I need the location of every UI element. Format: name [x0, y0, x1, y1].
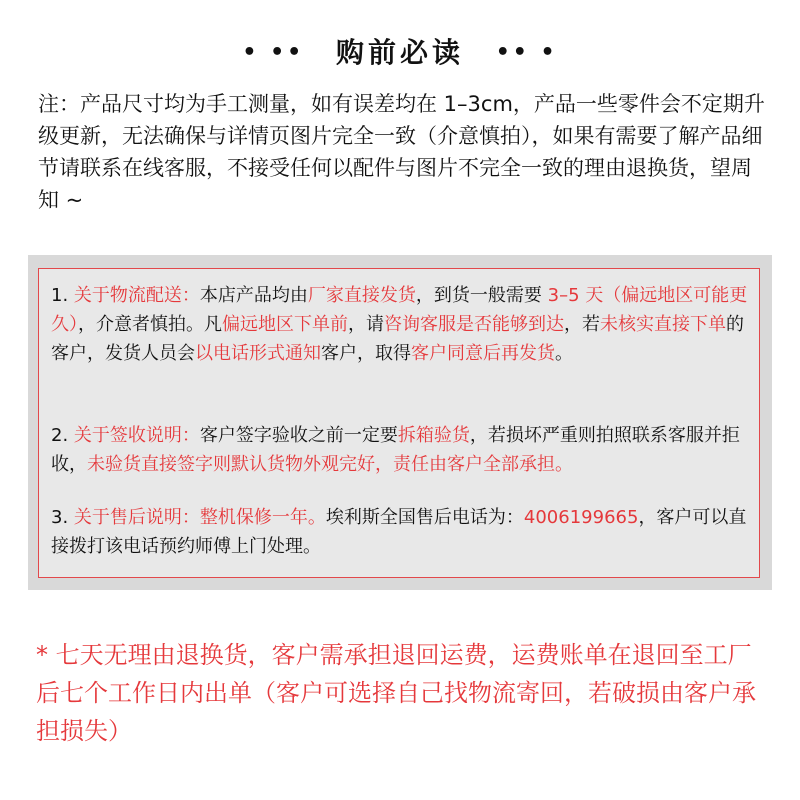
highlight-text: 拆箱验货	[397, 425, 470, 446]
notice-item-logistics	[51, 281, 751, 368]
highlight-text: 4006199665	[523, 507, 639, 528]
page-title	[0, 28, 800, 77]
body-text: 3.	[51, 507, 74, 528]
body-text: ，客户可以直接拨打该电话预约师傅上门处理。	[51, 507, 747, 557]
title-text: 购前必读	[335, 36, 464, 69]
body-text: ，若	[564, 314, 600, 335]
highlight-text: 客户同意后再发货	[411, 343, 555, 364]
highlight-text: 以电话形式通知	[195, 343, 321, 364]
body-text: 客户，取得	[321, 343, 411, 364]
title-dots-right: •• •	[495, 40, 558, 65]
body-text: 埃利斯全国售后电话为：	[325, 507, 524, 528]
body-text: 的客户，发货人员会	[51, 314, 744, 364]
return-policy-note: * 七天无理由退换货，客户需承担退回运费，运费账单在退回至工厂后七个工作日内出单（客户可选择自己找物流寄回，若破损由客户承担损失）	[36, 641, 756, 745]
body-text: ，到货一般需要	[415, 285, 548, 306]
highlight-text: 3–5 天（偏远地区可能更久）	[51, 285, 748, 335]
body-text: ，介意者慎拍。凡	[78, 314, 222, 335]
body-text: 。	[555, 343, 573, 364]
body-text: 1.	[51, 285, 74, 306]
highlight-text: 未核实直接下单	[600, 314, 726, 335]
highlight-text: 关于售后说明：	[73, 507, 200, 528]
highlight-text: 整机保修一年。	[199, 507, 326, 528]
highlight-text: 关于签收说明：	[73, 425, 200, 446]
notice-item-after-sales	[51, 503, 751, 561]
highlight-text: 未验货直接签字则默认货物外观完好，责任由客户全部承担。	[87, 454, 573, 475]
highlight-text: 咨询客服是否能够到达	[384, 314, 564, 335]
highlight-text: 偏远地区下单前	[222, 314, 348, 335]
measurement-note: 注：产品尺寸均为手工测量，如有误差均在 1–3cm，产品一些零件会不定期升级更新，无法确保与详情页图片完全一致（介意慎拍），如果有需要了解产品细节请联系在线客服，不接受任何以配件与图片不完全一致的理由退换货，望周知 ~	[38, 92, 765, 212]
title-dots-left: • ••	[242, 40, 305, 65]
highlight-text: 厂家直接发货	[307, 285, 416, 306]
body-text: 2.	[51, 425, 74, 446]
body-text: ，若损坏严重则拍照联系客服并拒收，	[51, 425, 740, 475]
body-text: 客户签字验收之前一定要	[199, 425, 398, 446]
highlight-text: 关于物流配送：	[73, 285, 200, 306]
body-text: 本店产品均由	[199, 285, 308, 306]
notice-box	[38, 268, 760, 578]
notice-item-signing	[51, 421, 751, 479]
body-text: ，请	[348, 314, 384, 335]
